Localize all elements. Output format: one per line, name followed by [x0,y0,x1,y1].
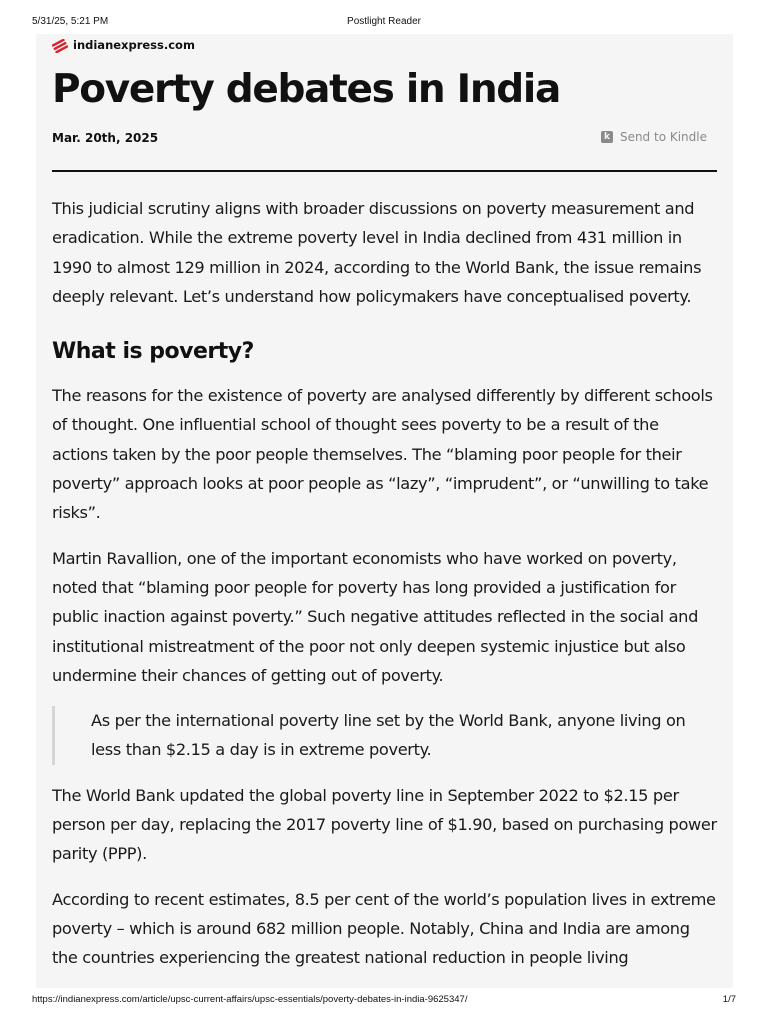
send-to-kindle-label: Send to Kindle [619,130,707,144]
print-footer [0,994,768,1008]
page-url: https://indianexpress.com/article/upsc-current-affairs/upsc-essentials/poverty-debates-in-india-9625347/ [32,994,468,1005]
send-to-kindle-button[interactable] [601,130,707,144]
article-body [52,194,717,988]
pull-quote [52,706,717,765]
paragraph: According to recent estimates, 8.5 per cent of the world’s population lives in extreme poverty – which is around 682 million people. Notably, China and India are among the countries experiencing the greatest national reduction in people living [52,889,716,968]
source-name: indianexpress.com [73,38,195,52]
paragraph: This judicial scrutiny aligns with broader discussions on poverty measurement and eradication. While the extreme poverty level in India declined from 431 million in 1990 to almost 129 million in 2024, according to the World Bank, the issue remains deeply relevant. Let’s understand how policymakers have conceptualised poverty. [52,199,702,306]
article-card [36,34,733,988]
indian-express-logo-icon [52,38,68,52]
print-datetime: 5/31/25, 5:21 PM [32,16,109,27]
pull-quote-text: As per the international poverty line set by the World Bank, anyone living on less than $2.15 a day is in extreme poverty. [91,711,686,760]
publish-date: Mar. 20th, 2025 [52,131,159,145]
article-title: Poverty debates in India [52,67,561,112]
paragraph: Martin Ravallion, one of the important economists who have worked on poverty, noted that “blaming poor people for poverty has long provided a justification for public inaction against poverty.” Such negative attitudes reflected in the social and institutional mistreatment of the poor not only deepen systemic injustice but also undermine their chances of getting out of poverty. [52,548,699,685]
source-link[interactable] [52,37,195,53]
print-header [0,16,768,30]
title-divider [52,170,717,172]
paragraph: The World Bank updated the global poverty line in September 2022 to $2.15 per person per day, replacing the 2017 poverty line of $1.90, based on purchasing power parity (PPP). [52,785,717,864]
print-app-title: Postlight Reader [347,16,421,27]
paragraph: The reasons for the existence of poverty are analysed differently by different schools of thought. One influential school of thought sees poverty to be a result of the actions taken by the poor people themselves. The “blaming poor people for their poverty” approach looks at poor people as “lazy”, “imprudent”, or “unwilling to take risks”. [52,386,713,523]
article-meta [52,130,717,148]
page-number: 1/7 [722,994,736,1005]
section-heading: What is poverty? [52,339,254,365]
kindle-icon: k [601,131,613,143]
